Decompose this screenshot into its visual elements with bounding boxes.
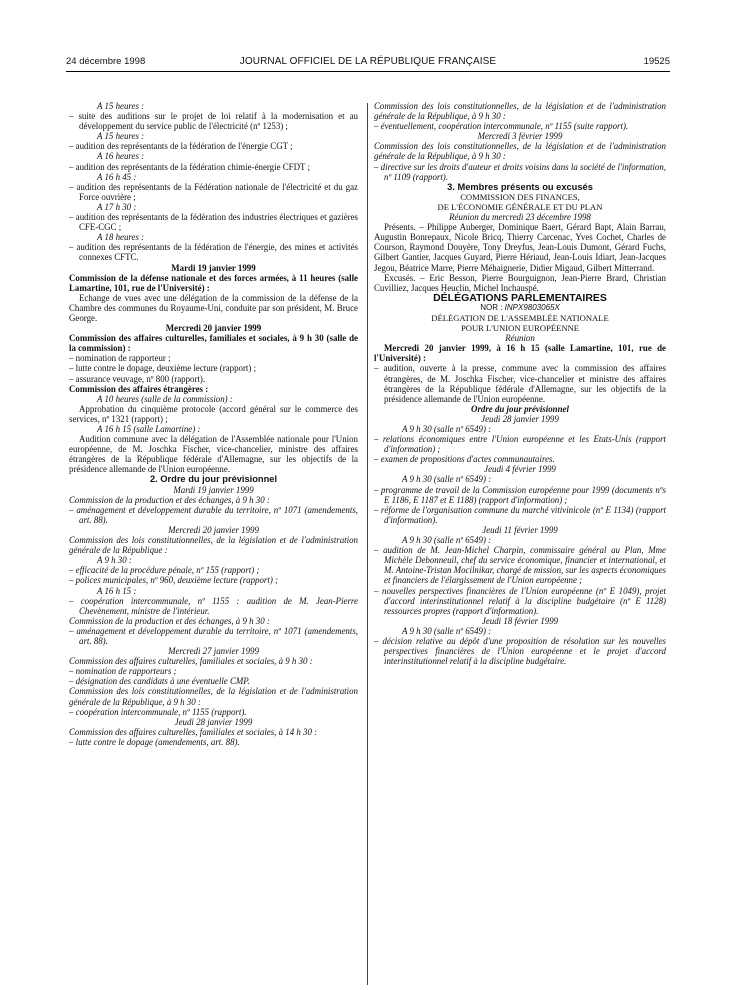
meeting-line: Mercredi 20 janvier 1999, à 16 h 15 (salle Lamartine, 101, rue de l'Université) : xyxy=(374,343,666,364)
agenda-item: – lutte contre le dopage (amendements, art. 88). xyxy=(69,736,240,747)
meeting-heading: Réunion xyxy=(505,333,535,344)
time-label: A 16 heures : xyxy=(97,151,145,162)
commission-heading: Commission de la production et des échanges, à 9 h 30 : xyxy=(69,494,270,505)
agenda-item: – aménagement et développement durable du territoire, nº 1071 (amendements, art. 88). xyxy=(69,625,358,646)
meeting-date: Réunion du mercredi 23 décembre 1998 xyxy=(449,212,591,223)
header-date: 24 décembre 1998 xyxy=(66,56,146,67)
members-present: Présents. – Philippe Auberger, Dominique Baert, Gérard Bapt, Alain Barrau, Augustin Bonrepaux, Nicole Bricq, Thierry Carcenac, Yves Cochet, Charles de Courson, Raymond Douyère, Tony Dreyfus, Jean-Louis Dumont, Gérard Fuchs, Gilbert Gantier, Jacques Guyard, Pierre Hériaud, Jean-Louis Idiart, Jean-Jacques Jegou, Béatrice Marre, Pierre Méhaignerie, Didier Migaud, Gilbert Mitterrand. xyxy=(374,222,666,273)
main-heading: DÉLÉGATIONS PARLEMENTAIRES xyxy=(433,291,607,304)
agenda-item: – nomination de rapporteur ; xyxy=(69,353,171,364)
time-label: A 18 heures : xyxy=(97,232,145,243)
agenda-item: – audition des représentants de la fédération de l'énergie, des mines et activités connexes CFTC. xyxy=(69,242,358,263)
commission-heading: Commission des lois constitutionnelles, de la législation et de l'administration générale de la République, à 9 h 30 : xyxy=(374,141,666,162)
commission-heading: Commission des affaires culturelles, familiales et sociales, à 9 h 30 (salle de la commission) : xyxy=(69,333,358,354)
section-heading: 2. Ordre du jour prévisionnel xyxy=(149,474,278,485)
agenda-item: – aménagement et développement durable du territoire, nº 1071 (amendements, art. 88). xyxy=(69,504,358,525)
agenda-item: – programme de travail de la Commission européenne pour 1999 (documents nºs E 1186, E 1187 et E 1188) (rapport d'information) ; xyxy=(374,484,666,505)
paragraph: Audition commune avec la délégation de l'Assemblée nationale pour l'Union européenne, de M. Joschka Fischer, vice-chancelier, ministre des affaires étrangères de la République fédérale d'Allemagne, sur les objectifs de la présidence allemande de l'Union européenne. xyxy=(69,434,358,475)
header-page-number: 19525 xyxy=(643,56,670,67)
agenda-item: – polices municipales, nº 960, deuxième lecture (rapport) ; xyxy=(69,575,278,586)
time-label: A 15 heures : xyxy=(97,131,145,142)
commission-name: COMMISSION DES FINANCES, xyxy=(460,191,580,202)
agenda-item: – audition des représentants de la fédération des industries électriques et gazières CFE-CGC ; xyxy=(69,212,358,233)
delegation-name: POUR L'UNION EUROPÉENNE xyxy=(460,323,580,334)
day-heading: Mardi 19 janvier 1999 xyxy=(171,262,256,273)
time-label: A 9 h 30 (salle nº 6549) : xyxy=(402,424,492,434)
agenda-item: – efficacité de la procédure pénale, nº 155 (rapport) ; xyxy=(69,565,260,576)
header-journal-title: JOURNAL OFFICIEL DE LA RÉPUBLIQUE FRANÇAISE xyxy=(239,56,497,67)
agenda-item: – éventuellement, coopération intercommunale, nº 1155 (suite rapport). xyxy=(374,121,629,132)
agenda-item: – suite des auditions sur le projet de loi relatif à la modernisation et au développement du service public de l'électricité (nº 1253) ; xyxy=(69,111,358,132)
agenda-item: – relations économiques entre l'Union européenne et les Etats-Unis (rapport d'information) ; xyxy=(374,434,666,455)
page-header xyxy=(66,56,670,70)
commission-heading: Commission des lois constitutionnelles, de la législation et de l'administration générale de la République, à 9 h 30 : xyxy=(374,101,666,122)
day-heading: Mercredi 20 janvier 1999 xyxy=(168,524,259,535)
commission-heading: Commission des affaires culturelles, familiales et sociales, à 14 h 30 : xyxy=(69,726,318,737)
commission-heading: Commission des lois constitutionnelles, de la législation et de l'administration générale de la République : xyxy=(69,535,358,556)
agenda-item: – audition des représentants de la Fédération nationale de l'électricité et du gaz Force ouvrière ; xyxy=(69,181,358,202)
time-label: A 9 h 30 (salle nº 6549) : xyxy=(402,625,492,636)
agenda-item: – audition de M. Jean-Michel Charpin, commissaire général au Plan, Mme Michèle Debonneuil, chef du service économique, financier et international, et M. Antoine-Tristan Mocilnikar, chargé de mission, sur les aspects économiques et financiers de l'élargissement de l'Union européenne ; xyxy=(374,545,666,586)
day-heading: Mercredi 3 février 1999 xyxy=(477,131,563,142)
time-label: A 16 h 15 (salle Lamartine) : xyxy=(97,424,201,434)
time-label: A 10 heures (salle de la commission) : xyxy=(97,393,233,404)
section-heading: 3. Membres présents ou excusés xyxy=(447,181,593,192)
time-label: A 16 h 15 : xyxy=(97,585,137,596)
commission-heading: Commission des affaires étrangères : xyxy=(69,383,209,394)
time-label: A 17 h 30 : xyxy=(97,201,137,212)
nor-code: INPX9803065X xyxy=(504,302,560,312)
agenda-item: – audition, ouverte à la presse, commune avec la commission des affaires étrangères, de M. Joschka Fischer, vice-chancelier et ministre des affaires étrangères de la République fédérale d'Allemagne, sur les objectifs de la présidence allemande de l'Union européenne. xyxy=(374,363,666,404)
commission-name: DE L'ÉCONOMIE GÉNÉRALE ET DU PLAN xyxy=(437,201,603,212)
time-label: A 16 h 45 : xyxy=(97,171,137,182)
day-heading: Jeudi 28 janvier 1999 xyxy=(174,716,253,727)
members-excused: Excusés. – Eric Besson, Pierre Bourguignon, Jean-Pierre Brard, Christian Cuvilliez, Jacques Heuclin, Michel Inchauspé. xyxy=(374,272,666,293)
agenda-item: – lutte contre le dopage, deuxième lecture (rapport) ; xyxy=(69,363,257,374)
commission-heading: Commission des affaires culturelles, familiales et sociales, à 9 h 30 : xyxy=(69,656,313,667)
day-heading: Jeudi 11 février 1999 xyxy=(482,524,558,535)
agenda-item: – audition des représentants de la fédération de l'énergie CGT ; xyxy=(69,141,293,152)
agenda-item: – assurance veuvage, nº 800 (rapport). xyxy=(69,373,206,384)
time-label: A 9 h 30 (salle nº 6549) : xyxy=(402,535,492,546)
paragraph: Approbation du cinquième protocole (accord général sur le commerce des services, nº 1321 (rapport) ; xyxy=(69,403,358,424)
agenda-item: – décision relative au dépôt d'une proposition de résolution sur les nouvelles perspectives financières de l'Union européenne et le projet d'accord interinstitutionnel relatif à la discipline budgétaire. xyxy=(374,635,666,667)
header-rule xyxy=(66,71,670,72)
time-label: A 9 h 30 : xyxy=(97,555,132,566)
agenda-item: – désignation des candidats à une éventuelle CMP. xyxy=(69,676,250,687)
day-heading: Jeudi 28 janvier 1999 xyxy=(481,413,559,424)
agenda-item: – examen de propositions d'actes communautaires. xyxy=(374,454,555,465)
day-heading: Jeudi 18 février 1999 xyxy=(481,615,559,626)
column-divider xyxy=(367,103,368,985)
agenda-item: – directive sur les droits d'auteur et droits voisins dans la société de l'information, nº 1109 (rapport). xyxy=(374,161,666,182)
agenda-item: – nomination de rapporteurs ; xyxy=(69,666,177,677)
section-heading: Ordre du jour prévisionnel xyxy=(471,403,569,414)
agenda-item: – nouvelles perspectives financières de l'Union européenne (nº E 1049), projet d'accord interinstitutionnel relatif à la discipline budgétaire (nº E 1128) ressources propres (rapport d'information). xyxy=(374,585,666,616)
left-column xyxy=(69,101,358,747)
day-heading: Mercredi 20 janvier 1999 xyxy=(165,323,262,334)
agenda-item: – audition des représentants de la fédération chimie-énergie CFDT ; xyxy=(69,161,310,172)
commission-heading: Commission de la défense nationale et des forces armées, à 11 heures (salle Lamartine, 101, rue de l'Université) : xyxy=(69,272,358,293)
agenda-item: – réforme de l'organisation commune du marché vitivinicole (nº E 1134) (rapport d'information). xyxy=(374,504,666,525)
commission-heading: Commission de la production et des échanges, à 9 h 30 : xyxy=(69,615,270,626)
commission-heading: Commission des lois constitutionnelles, de la législation et de l'administration générale de la République, à 9 h 30 : xyxy=(69,686,358,707)
time-label: A 9 h 30 (salle nº 6549) : xyxy=(402,474,492,485)
day-heading: Jeudi 4 février 1999 xyxy=(484,464,556,475)
day-heading: Mercredi 27 janvier 1999 xyxy=(168,646,259,657)
paragraph: Echange de vues avec une délégation de la commission de la défense de la Chambre des communes du Royaume-Uni, conduite par son président, M. Bruce George. xyxy=(69,292,358,323)
nor-label: NOR : xyxy=(480,302,503,312)
agenda-item: – coopération intercommunale, nº 1155 (rapport). xyxy=(69,706,247,717)
day-heading: Mardi 19 janvier 1999 xyxy=(173,484,254,495)
nor-reference xyxy=(374,303,666,313)
time-label: A 15 heures : xyxy=(97,101,145,111)
delegation-name: DÉLÉGATION DE L'ASSEMBLÉE NATIONALE xyxy=(431,312,609,323)
agenda-item: – coopération intercommunale, nº 1155 : audition de M. Jean-Pierre Chevènement, ministre de l'intérieur. xyxy=(69,595,358,616)
right-column xyxy=(374,101,666,666)
